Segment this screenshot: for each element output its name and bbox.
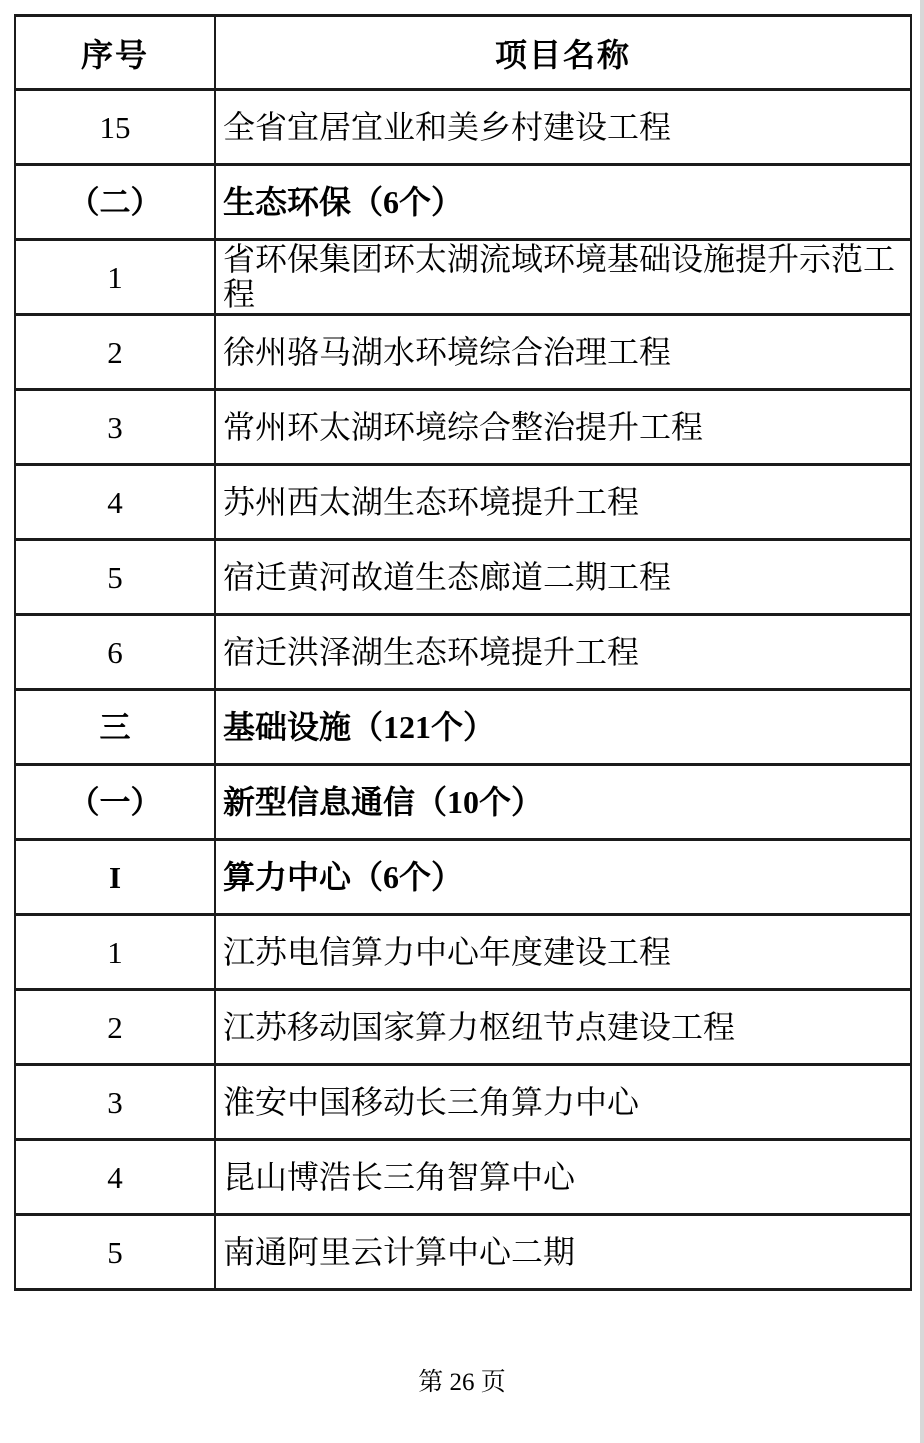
row-project-name: 生态环保（6个）: [215, 165, 911, 240]
projects-table: [14, 14, 912, 1291]
row-project-name: 江苏移动国家算力枢纽节点建设工程: [215, 990, 911, 1065]
table-row: [15, 1065, 911, 1140]
row-serial-number: 2: [15, 315, 215, 390]
row-project-name: 昆山博浩长三角智算中心: [215, 1140, 911, 1215]
column-header-serial-number: 序号: [15, 16, 215, 90]
row-project-name: 江苏电信算力中心年度建设工程: [215, 915, 911, 990]
row-serial-number: 5: [15, 540, 215, 615]
table-row: [15, 990, 911, 1065]
row-project-name: 算力中心（6个）: [215, 840, 911, 915]
table-row: [15, 90, 911, 165]
row-project-name: 徐州骆马湖水环境综合治理工程: [215, 315, 911, 390]
row-project-name: 基础设施（121个）: [215, 690, 911, 765]
table-row: [15, 240, 911, 315]
table-row: [15, 465, 911, 540]
row-serial-number: 6: [15, 615, 215, 690]
row-serial-number: 三: [15, 690, 215, 765]
row-project-name: 新型信息通信（10个）: [215, 765, 911, 840]
table-row: [15, 915, 911, 990]
row-project-name: 宿迁黄河故道生态廊道二期工程: [215, 540, 911, 615]
row-serial-number: 1: [15, 240, 215, 315]
row-serial-number: （二）: [15, 165, 215, 240]
row-project-name: 南通阿里云计算中心二期: [215, 1215, 911, 1290]
row-project-name: 省环保集团环太湖流域环境基础设施提升示范工程: [215, 240, 911, 315]
row-serial-number: 15: [15, 90, 215, 165]
table-row: [15, 615, 911, 690]
table-row: [15, 1140, 911, 1215]
row-serial-number: 1: [15, 915, 215, 990]
row-serial-number: I: [15, 840, 215, 915]
column-header-project-name: 项目名称: [215, 16, 911, 90]
row-project-name: 淮安中国移动长三角算力中心: [215, 1065, 911, 1140]
row-serial-number: （一）: [15, 765, 215, 840]
table-row: [15, 690, 911, 765]
row-serial-number: 5: [15, 1215, 215, 1290]
table-row: [15, 765, 911, 840]
table-row: [15, 165, 911, 240]
row-serial-number: 4: [15, 1140, 215, 1215]
row-serial-number: 4: [15, 465, 215, 540]
page-edge-shadow: [920, 0, 924, 1443]
table-row: [15, 540, 911, 615]
row-serial-number: 3: [15, 390, 215, 465]
row-project-name: 常州环太湖环境综合整治提升工程: [215, 390, 911, 465]
row-serial-number: 3: [15, 1065, 215, 1140]
row-project-name: 宿迁洪泽湖生态环境提升工程: [215, 615, 911, 690]
table-row: [15, 315, 911, 390]
row-serial-number: 2: [15, 990, 215, 1065]
row-project-name: 全省宜居宜业和美乡村建设工程: [215, 90, 911, 165]
table-row: [15, 1215, 911, 1290]
table-row: [15, 840, 911, 915]
table-header-row: [15, 16, 911, 90]
table-body: [15, 90, 911, 1290]
row-project-name: 苏州西太湖生态环境提升工程: [215, 465, 911, 540]
table-row: [15, 390, 911, 465]
page-number-footer: 第 26 页: [418, 1369, 506, 1396]
